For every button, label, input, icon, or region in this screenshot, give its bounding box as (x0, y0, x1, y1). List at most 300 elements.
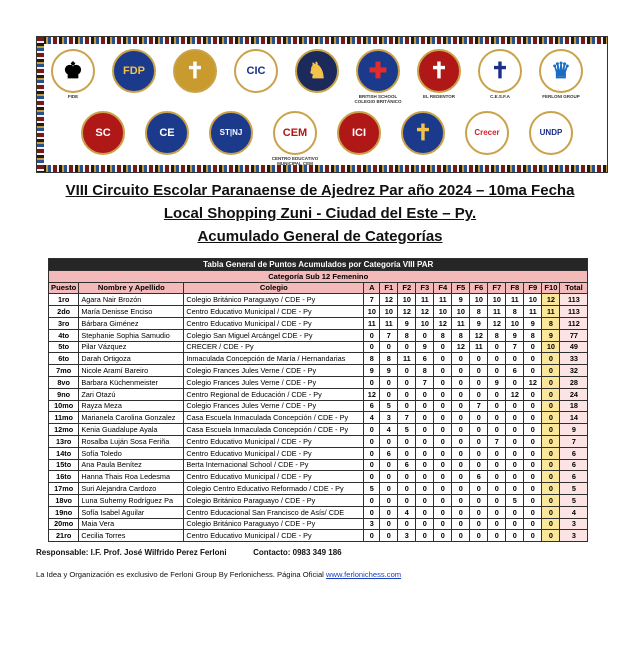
score-cell: 5 (364, 483, 380, 495)
table-title: Tabla General de Puntos Acumulados por Categoría VIII PAR (49, 259, 588, 271)
score-cell: 0 (488, 494, 506, 506)
score-cell: 0 (470, 447, 488, 459)
score-cell: 0 (524, 447, 542, 459)
score-cell: 9 (506, 329, 524, 341)
rank-cell: 5to (49, 341, 79, 353)
table-row (49, 353, 588, 365)
rank-cell: 21ro (49, 530, 79, 542)
score-cell: 0 (470, 530, 488, 542)
table-row (49, 294, 588, 306)
ferloni-logo: ♛ (539, 49, 583, 93)
school-cell: Casa Escuela Inmaculada Concepción / CDE - Py (184, 424, 364, 436)
school-cell: Centro Educacional San Francisco de Asís/ CDE (184, 506, 364, 518)
total-cell: 18 (560, 400, 588, 412)
rank-cell: 19no (49, 506, 79, 518)
score-cell: 8 (542, 317, 560, 329)
score-cell: 0 (416, 400, 434, 412)
score-cell: 0 (488, 388, 506, 400)
player-name-cell: Nicole Aramí Bareiro (79, 365, 184, 377)
score-cell: 0 (452, 483, 470, 495)
score-cell: 0 (434, 341, 452, 353)
score-cell: 7 (364, 294, 380, 306)
score-cell: 0 (416, 388, 434, 400)
cem-caption: CENTRO EDUCATIVO MUNICIPAL CEM (271, 156, 319, 166)
score-cell: 0 (542, 447, 560, 459)
score-cell: 0 (542, 471, 560, 483)
score-cell: 8 (488, 329, 506, 341)
banner-border-top (37, 37, 607, 44)
score-cell: 0 (470, 494, 488, 506)
total-cell: 3 (560, 518, 588, 530)
total-cell: 14 (560, 412, 588, 424)
player-name-cell: Sofía Isabel Aguilar (79, 506, 184, 518)
school-cell: Berta Internacional School / CDE - Py (184, 459, 364, 471)
score-cell: 12 (470, 329, 488, 341)
column-header: F1 (380, 282, 398, 294)
score-cell: 0 (416, 412, 434, 424)
score-cell: 0 (416, 494, 434, 506)
score-cell: 11 (470, 341, 488, 353)
colegio-santa-rita-logo: ✝ (401, 111, 445, 155)
score-cell: 0 (524, 388, 542, 400)
score-cell: 10 (542, 341, 560, 353)
ici-logo: ICI (337, 111, 381, 155)
total-cell: 9 (560, 424, 588, 436)
player-name-cell: Stephanie Sophia Samudio (79, 329, 184, 341)
score-cell: 0 (488, 365, 506, 377)
score-cell: 8 (364, 353, 380, 365)
total-cell: 33 (560, 353, 588, 365)
score-cell: 0 (398, 341, 416, 353)
responsible-line (36, 548, 342, 557)
score-cell: 0 (364, 376, 380, 388)
score-cell: 0 (524, 365, 542, 377)
score-cell: 0 (452, 412, 470, 424)
table-row (49, 317, 588, 329)
score-cell: 0 (380, 388, 398, 400)
score-cell: 0 (416, 424, 434, 436)
website-link[interactable]: www.ferlonichess.com (326, 570, 402, 579)
score-cell: 0 (434, 459, 452, 471)
score-cell: 0 (524, 400, 542, 412)
score-cell: 0 (488, 471, 506, 483)
score-cell: 0 (542, 483, 560, 495)
score-cell: 0 (398, 365, 416, 377)
score-cell: 0 (380, 435, 398, 447)
score-cell: 11 (488, 306, 506, 318)
score-cell: 0 (398, 471, 416, 483)
score-cell: 0 (470, 483, 488, 495)
total-cell: 6 (560, 447, 588, 459)
total-cell: 5 (560, 483, 588, 495)
score-cell: 0 (416, 471, 434, 483)
table-row (49, 494, 588, 506)
score-cell: 0 (398, 376, 416, 388)
british-school-logo: ✚ (356, 49, 400, 93)
score-cell: 0 (398, 494, 416, 506)
score-cell: 12 (416, 306, 434, 318)
school-cell: Centro Regional de Educación / CDE - Py (184, 388, 364, 400)
cesfa-logo: ✝ (478, 49, 522, 93)
score-cell: 3 (364, 518, 380, 530)
column-header: F8 (506, 282, 524, 294)
score-cell: 0 (506, 376, 524, 388)
player-name-cell: Ana Paula Benítez (79, 459, 184, 471)
score-cell: 11 (434, 294, 452, 306)
school-cell: CRECER / CDE - Py (184, 341, 364, 353)
score-cell: 0 (380, 483, 398, 495)
score-cell: 0 (488, 400, 506, 412)
school-cell: Colegio Británico Paraguayo / CDE - Py (184, 494, 364, 506)
score-cell: 0 (452, 530, 470, 542)
score-cell: 0 (416, 459, 434, 471)
score-cell: 10 (488, 294, 506, 306)
score-cell: 10 (452, 306, 470, 318)
score-cell: 0 (470, 518, 488, 530)
score-cell: 0 (488, 506, 506, 518)
score-cell: 0 (452, 353, 470, 365)
score-cell: 0 (398, 518, 416, 530)
score-cell: 6 (470, 471, 488, 483)
score-cell: 0 (470, 459, 488, 471)
column-header: Puesto (49, 282, 79, 294)
score-cell: 0 (488, 447, 506, 459)
organization-note (36, 570, 401, 579)
score-cell: 0 (434, 483, 452, 495)
score-cell: 0 (488, 353, 506, 365)
rank-cell: 1ro (49, 294, 79, 306)
total-cell: 6 (560, 471, 588, 483)
section-title: Acumulado General de Categorías (197, 228, 443, 245)
school-cell: Centro Educativo Municipal / CDE - Py (184, 471, 364, 483)
player-name-cell: Rosalba Luján Sosa Feriña (79, 435, 184, 447)
score-cell: 0 (434, 424, 452, 436)
score-cell: 7 (470, 400, 488, 412)
score-cell: 0 (434, 494, 452, 506)
column-header: A (364, 282, 380, 294)
score-cell: 0 (524, 341, 542, 353)
column-header: F9 (524, 282, 542, 294)
score-cell: 7 (488, 435, 506, 447)
score-cell: 11 (398, 353, 416, 365)
table-row (49, 518, 588, 530)
column-header: F4 (434, 282, 452, 294)
player-name-cell: Sofía Toledo (79, 447, 184, 459)
score-cell: 0 (470, 506, 488, 518)
table-row (49, 459, 588, 471)
score-cell: 8 (470, 306, 488, 318)
responsible-label: Responsable: I.F. Prof. José Wilfrido Perez Ferloni (36, 548, 227, 557)
cem-logo: CEM (273, 111, 317, 155)
score-cell: 5 (380, 400, 398, 412)
event-location: Local Shopping Zuni - Ciudad del Este – Py. (163, 205, 477, 222)
player-name-cell: Pilar Vázquez (79, 341, 184, 353)
score-cell: 12 (542, 294, 560, 306)
score-cell: 0 (542, 506, 560, 518)
score-cell: 0 (452, 494, 470, 506)
school-cell: Colegio Frances Jules Verne / CDE - Py (184, 400, 364, 412)
score-cell: 0 (380, 506, 398, 518)
score-cell: 10 (364, 306, 380, 318)
score-cell: 0 (434, 506, 452, 518)
column-header: F6 (470, 282, 488, 294)
score-cell: 0 (506, 506, 524, 518)
player-name-cell: María Denisse Enciso (79, 306, 184, 318)
total-cell: 6 (560, 459, 588, 471)
contact-label: Contacto: 0983 349 186 (253, 548, 342, 557)
score-cell: 8 (416, 365, 434, 377)
table-row (49, 365, 588, 377)
score-cell: 11 (364, 317, 380, 329)
score-cell: 0 (506, 483, 524, 495)
school-cell: Centro Educativo Municipal / CDE - Py (184, 306, 364, 318)
player-name-cell: Agara Nair Brozón (79, 294, 184, 306)
score-cell: 10 (398, 294, 416, 306)
score-cell: 0 (452, 471, 470, 483)
score-cell: 0 (434, 435, 452, 447)
score-cell: 9 (542, 329, 560, 341)
score-cell: 0 (506, 435, 524, 447)
score-cell: 0 (452, 376, 470, 388)
score-cell: 9 (380, 365, 398, 377)
table-row (49, 483, 588, 495)
school-cell: Colegio Frances Jules Verne / CDE - Py (184, 365, 364, 377)
rank-cell: 15to (49, 459, 79, 471)
score-cell: 6 (398, 459, 416, 471)
school-cell: Centro Educativo Municipal / CDE - Py (184, 530, 364, 542)
table-row (49, 506, 588, 518)
category-row (49, 270, 588, 282)
score-cell: 0 (364, 424, 380, 436)
score-cell: 0 (542, 353, 560, 365)
british-school-caption: BRITISH SCHOOL COLEGIO BRITÁNICO (354, 94, 402, 104)
score-cell: 3 (398, 530, 416, 542)
score-cell: 0 (542, 459, 560, 471)
score-cell: 0 (434, 518, 452, 530)
score-cell: 0 (506, 459, 524, 471)
total-cell: 5 (560, 494, 588, 506)
score-cell: 0 (470, 424, 488, 436)
score-cell: 0 (542, 530, 560, 542)
score-cell: 0 (506, 424, 524, 436)
rank-cell: 3ro (49, 317, 79, 329)
score-cell: 0 (364, 471, 380, 483)
score-cell: 0 (506, 530, 524, 542)
score-cell: 0 (364, 459, 380, 471)
column-header: F2 (398, 282, 416, 294)
score-cell: 0 (380, 376, 398, 388)
score-cell: 9 (452, 294, 470, 306)
score-cell: 0 (416, 506, 434, 518)
ferloni-caption: FERLONI GROUP (542, 94, 580, 99)
score-cell: 0 (364, 435, 380, 447)
category-label: Categoría Sub 12 Femenino (49, 270, 588, 282)
logo-banner (36, 36, 608, 173)
score-cell: 7 (398, 412, 416, 424)
score-cell: 0 (524, 424, 542, 436)
score-cell: 0 (416, 435, 434, 447)
player-name-cell: Marianela Carolina Gonzalez (79, 412, 184, 424)
school-cell: Colegio Centro Educativo Reformado / CDE - Py (184, 483, 364, 495)
score-cell: 0 (470, 365, 488, 377)
score-cell: 8 (380, 353, 398, 365)
table-row (49, 329, 588, 341)
score-cell: 0 (364, 447, 380, 459)
score-cell: 0 (506, 412, 524, 424)
total-cell: 7 (560, 435, 588, 447)
score-cell: 6 (416, 353, 434, 365)
score-cell: 4 (398, 506, 416, 518)
table-row (49, 435, 588, 447)
rank-cell: 9no (49, 388, 79, 400)
stsnj-logo: ST|NJ (209, 111, 253, 155)
ajedrez-club-logo: ♞ (295, 49, 339, 93)
rank-cell: 18vo (49, 494, 79, 506)
score-cell: 0 (380, 341, 398, 353)
table-row (49, 447, 588, 459)
score-cell: 11 (380, 317, 398, 329)
score-cell: 0 (380, 471, 398, 483)
total-cell: 32 (560, 365, 588, 377)
score-cell: 0 (434, 376, 452, 388)
score-cell: 9 (524, 317, 542, 329)
school-cell: Colegio Británico Paraguayo / CDE - Py (184, 294, 364, 306)
score-cell: 7 (506, 341, 524, 353)
school-crest-logo: ✝ (173, 49, 217, 93)
player-name-cell: Bárbara Giménez (79, 317, 184, 329)
score-cell: 12 (488, 317, 506, 329)
fide-caption: FIDE (67, 94, 79, 99)
score-cell: 0 (488, 459, 506, 471)
column-header: F5 (452, 282, 470, 294)
score-cell: 0 (506, 447, 524, 459)
column-header: F10 (542, 282, 560, 294)
score-cell: 9 (470, 317, 488, 329)
score-cell: 8 (524, 329, 542, 341)
score-cell: 0 (524, 483, 542, 495)
table-title-row (49, 259, 588, 271)
score-cell: 0 (470, 388, 488, 400)
score-cell: 0 (434, 447, 452, 459)
total-cell: 77 (560, 329, 588, 341)
column-header-row (49, 282, 588, 294)
score-cell: 0 (470, 376, 488, 388)
score-cell: 0 (452, 435, 470, 447)
rank-cell: 11mo (49, 412, 79, 424)
column-header: Total (560, 282, 588, 294)
school-cell: Centro Educativo Municipal / CDE - Py (184, 447, 364, 459)
score-cell: 0 (524, 459, 542, 471)
score-cell: 0 (452, 400, 470, 412)
score-cell: 0 (364, 506, 380, 518)
el-redentor-caption: EL REDENTOR (422, 94, 456, 99)
score-cell: 0 (524, 435, 542, 447)
score-cell: 5 (506, 494, 524, 506)
table-row (49, 376, 588, 388)
score-cell: 10 (506, 317, 524, 329)
score-cell: 10 (416, 317, 434, 329)
score-cell: 0 (434, 388, 452, 400)
table-row (49, 400, 588, 412)
score-cell: 0 (434, 530, 452, 542)
school-cell: Casa Escuela Inmaculada Concepción / CDE - Py (184, 412, 364, 424)
score-cell: 0 (364, 341, 380, 353)
school-cell: Colegio Británico Paraguayo / CDE - Py (184, 518, 364, 530)
score-cell: 0 (364, 530, 380, 542)
score-cell: 0 (380, 494, 398, 506)
score-cell: 8 (452, 329, 470, 341)
player-name-cell: Luna Suhemy Rodríguez Pa (79, 494, 184, 506)
cesfa-caption: C.E.S.F.A (490, 94, 510, 99)
school-cell: Inmaculada Concepción de María / Hernandarias (184, 353, 364, 365)
fide-logo: ♚ (51, 49, 95, 93)
score-cell: 0 (364, 329, 380, 341)
total-cell: 113 (560, 306, 588, 318)
score-cell: 6 (364, 400, 380, 412)
score-cell: 0 (398, 483, 416, 495)
table-row (49, 412, 588, 424)
score-cell: 9 (488, 376, 506, 388)
score-cell: 0 (434, 400, 452, 412)
score-cell: 0 (542, 424, 560, 436)
score-cell: 8 (506, 306, 524, 318)
rank-cell: 17mo (49, 483, 79, 495)
school-cell: Colegio Frances Jules Verne / CDE - Py (184, 376, 364, 388)
rank-cell: 12mo (49, 424, 79, 436)
cic-logo: CIC (234, 49, 278, 93)
score-cell: 0 (398, 400, 416, 412)
total-cell: 24 (560, 388, 588, 400)
organization-text: La Idea y Organización es exclusivo de Ferloni Group By Ferlonichess. Página Oficial (36, 570, 324, 579)
rank-cell: 4to (49, 329, 79, 341)
score-cell: 0 (452, 388, 470, 400)
score-cell: 9 (364, 365, 380, 377)
score-cell: 12 (524, 376, 542, 388)
undp-logo: UNDP (529, 111, 573, 155)
table-row (49, 471, 588, 483)
score-cell: 8 (398, 329, 416, 341)
score-cell: 9 (416, 341, 434, 353)
score-cell: 0 (524, 412, 542, 424)
score-cell: 0 (470, 353, 488, 365)
score-cell: 0 (524, 494, 542, 506)
score-cell: 0 (452, 518, 470, 530)
score-cell: 10 (470, 294, 488, 306)
table-row (49, 388, 588, 400)
column-header: Colegio (184, 282, 364, 294)
column-header: F3 (416, 282, 434, 294)
score-cell: 0 (434, 353, 452, 365)
score-cell: 0 (488, 530, 506, 542)
score-cell: 0 (488, 518, 506, 530)
score-cell: 0 (488, 424, 506, 436)
score-cell: 7 (380, 329, 398, 341)
rank-cell: 16to (49, 471, 79, 483)
rank-cell: 10mo (49, 400, 79, 412)
score-cell: 0 (542, 494, 560, 506)
score-cell: 0 (416, 329, 434, 341)
score-cell: 6 (506, 365, 524, 377)
instituto-santa-cecilia-logo: SC (81, 111, 125, 155)
score-cell: 0 (380, 530, 398, 542)
score-cell: 0 (398, 447, 416, 459)
score-cell: 5 (398, 424, 416, 436)
score-cell: 0 (416, 518, 434, 530)
score-cell: 0 (416, 483, 434, 495)
score-cell: 0 (452, 365, 470, 377)
score-cell: 9 (398, 317, 416, 329)
score-cell: 0 (470, 435, 488, 447)
